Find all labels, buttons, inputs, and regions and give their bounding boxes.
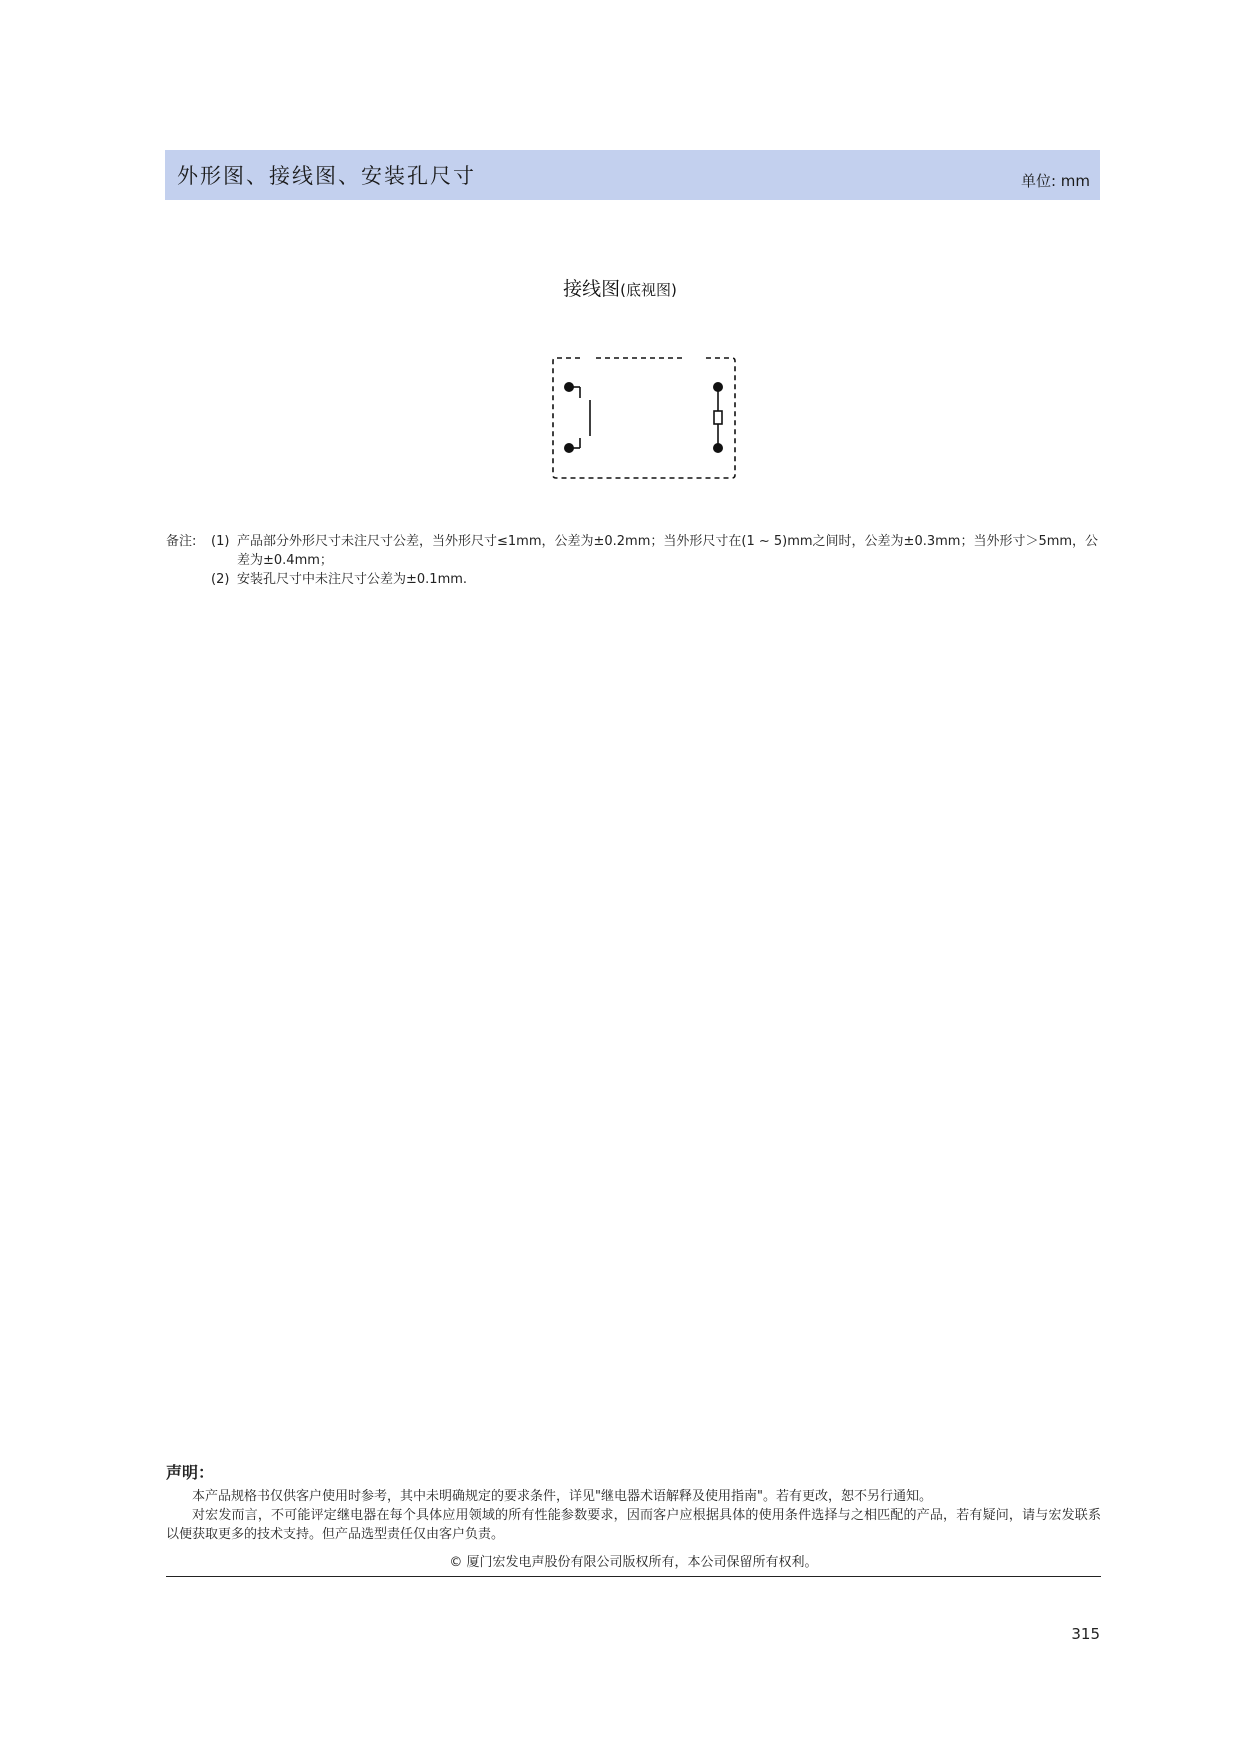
section-header-bar [165,150,1100,200]
note-item [166,532,1106,570]
statement-paragraph: 本产品规格书仅供客户使用时参考，其中未明确规定的要求条件，详见"继电器术语解释及使用指南"。若有更改，恕不另行通知。 [192,1489,932,1504]
notes [166,532,1106,589]
contact-pin-bottom [564,443,574,453]
note-text: 安装孔尺寸中未注尺寸公差为±0.1mm. [237,572,468,587]
note-number: (1) [211,534,230,549]
relay-outline [553,358,735,478]
section-title: 外形图、接线图、安装孔尺寸 [177,164,476,188]
contact-symbol [569,387,590,448]
coil-symbol [714,387,722,448]
wiring-diagram-subtitle: (底视图) [620,281,677,299]
statement-section [166,1460,1101,1544]
contact-pin-top [564,382,574,392]
statement-paragraph: 对宏发而言，不可能评定继电器在每个具体应用领域的所有性能参数要求，因而客户应根据具体的使用条件选择与之相匹配的产品，若有疑问，请与宏发联系以便获取更多的技术支持。但产品选型责任仅由客户负责。 [166,1508,1101,1542]
footer-divider [166,1576,1101,1577]
wiring-diagram-heading [0,274,1240,301]
wiring-diagram-title: 接线图 [563,278,621,300]
statement-title: 声明： [166,1463,215,1482]
copyright-notice: © 厦门宏发电声股份有限公司版权所有，本公司保留所有权利。 [449,1555,818,1570]
unit-label: 单位: mm [1020,172,1090,190]
notes-prefix: 备注: [166,534,197,549]
note-text: 产品部分外形尺寸未注尺寸公差，当外形尺寸≤1mm，公差为±0.2mm；当外形尺寸在(1 ~ 5)mm之间时，公差为±0.3mm；当外形寸＞5mm，公差为±0.4mm； [237,534,1099,568]
page-number: 315 [1071,1625,1100,1643]
coil-pin-top [713,382,723,392]
coil-pin-bottom [713,443,723,453]
note-item [166,570,1106,589]
wiring-diagram [550,350,750,490]
note-number: (2) [211,572,230,587]
